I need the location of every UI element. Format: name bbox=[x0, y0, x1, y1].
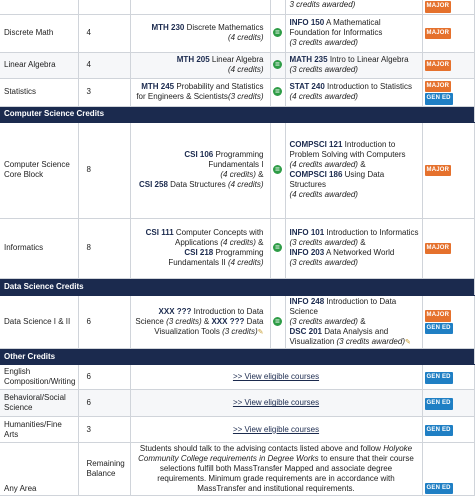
view-eligible-courses-link[interactable]: >> View eligible courses bbox=[232, 372, 320, 382]
requirement-name: Any Area bbox=[0, 443, 78, 496]
requirement-name: Humanities/Fine Arts bbox=[0, 417, 78, 443]
requirement-name: Linear Algebra bbox=[0, 52, 78, 78]
section-header-ds: Data Science Credits bbox=[0, 278, 474, 295]
requirement-name: English Composition/Writing bbox=[0, 365, 78, 390]
requirement-name: Data Science I & II bbox=[0, 295, 78, 349]
hcc-course-cell: MTH 245 Probability and Statistics for Engineers & Scientists(3 credits) bbox=[130, 78, 270, 106]
gened-badge: GEN ED bbox=[425, 323, 453, 335]
major-badge: MAJOR bbox=[425, 310, 452, 322]
gened-badge: GEN ED bbox=[425, 93, 453, 105]
credit-count: 6 bbox=[78, 390, 130, 417]
section-header-cs: Computer Science Credits bbox=[0, 106, 474, 122]
equals-icon: = bbox=[273, 165, 282, 174]
requirement-name: Informatics bbox=[0, 218, 78, 278]
hcc-course-cell: CSI 111 Computer Concepts with Applications (4 credits) & CSI 218 Programming Fundamentals II (4 credits) bbox=[130, 218, 270, 278]
umass-course-cell: MATH 235 Intro to Linear Algebra (3 credits awarded) bbox=[285, 52, 422, 78]
umass-course-cell: INFO 101 Introduction to Informatics (3 credits awarded) & INFO 203 A Networked World (3 credits awarded) bbox=[285, 218, 422, 278]
credit-count: 3 bbox=[78, 78, 130, 106]
table-row bbox=[0, 295, 474, 349]
major-badge: MAJOR bbox=[425, 81, 452, 93]
credit-count: 8 bbox=[78, 218, 130, 278]
umass-course-cell: 3 credits awarded) bbox=[285, 0, 422, 14]
gened-badge: GEN ED bbox=[425, 483, 453, 495]
table-row bbox=[0, 365, 474, 390]
table-row bbox=[0, 390, 474, 417]
credit-count: Remaining Balance bbox=[78, 443, 130, 496]
table-row bbox=[0, 417, 474, 443]
equals-icon: = bbox=[273, 317, 282, 326]
remaining-balance-note: Students should talk to the advising contacts listed above and follow Holyoke Community College requirements in Degree Works to ensure that their course selections fulfill both MassTransfer Mapped and associate degree requirements. Minimum grade requirements are in accordance with MassTransfer and institutional requirements. bbox=[130, 443, 422, 496]
credit-count: 3 bbox=[78, 417, 130, 443]
credit-count: 4 bbox=[78, 52, 130, 78]
umass-course-cell: STAT 240 Introduction to Statistics (4 credits awarded) bbox=[285, 78, 422, 106]
major-badge: MAJOR bbox=[425, 60, 452, 72]
umass-course-cell: COMPSCI 121 Introduction to Problem Solving with Computers (4 credits awarded) & COMPSCI 186 Using Data Structures (4 credits awarded) bbox=[285, 122, 422, 218]
gened-badge: GEN ED bbox=[425, 398, 453, 410]
equals-icon: = bbox=[273, 28, 282, 37]
view-eligible-courses-link[interactable]: >> View eligible courses bbox=[232, 424, 320, 434]
equals-icon: = bbox=[273, 87, 282, 96]
hcc-course-cell: CSI 106 Programming Fundamentals I (4 credits) & CSI 258 Data Structures (4 credits) bbox=[130, 122, 270, 218]
gened-badge: GEN ED bbox=[425, 425, 453, 437]
requirement-name: Computer Science Core Block bbox=[0, 122, 78, 218]
credit-count: 8 bbox=[78, 122, 130, 218]
equals-icon: = bbox=[273, 243, 282, 252]
requirement-name: Behavioral/Social Science bbox=[0, 390, 78, 417]
major-badge: MAJOR bbox=[425, 1, 452, 13]
major-badge: MAJOR bbox=[425, 243, 452, 255]
umass-course-cell: INFO 248 Introduction to Data Science (3 credits awarded) & DSC 201 Data Analysis and Visualization (3 credits awarded)✎ bbox=[285, 295, 422, 349]
table-row bbox=[0, 14, 474, 52]
requirement-name: Statistics bbox=[0, 78, 78, 106]
gened-badge: GEN ED bbox=[425, 372, 453, 384]
credit-count: 4 bbox=[78, 14, 130, 52]
credit-count: 6 bbox=[78, 365, 130, 390]
table-row bbox=[0, 52, 474, 78]
equals-icon: = bbox=[273, 60, 282, 69]
edit-icon: ✎ bbox=[405, 338, 411, 346]
table-row bbox=[0, 78, 474, 106]
major-badge: MAJOR bbox=[425, 165, 452, 177]
major-badge: MAJOR bbox=[425, 28, 452, 40]
edit-icon: ✎ bbox=[257, 328, 264, 336]
requirement-name: Discrete Math bbox=[0, 14, 78, 52]
view-eligible-courses-link[interactable]: >> View eligible courses bbox=[232, 398, 320, 408]
table-row bbox=[0, 122, 474, 218]
hcc-course-cell: MTH 205 Linear Algebra (4 credits) bbox=[130, 52, 270, 78]
umass-course-cell: INFO 150 A Mathematical Foundation for Informatics (3 credits awarded) bbox=[285, 14, 422, 52]
table-row bbox=[0, 443, 474, 496]
table-row bbox=[0, 218, 474, 278]
hcc-course-cell: MTH 230 Discrete Mathematics (4 credits) bbox=[130, 14, 270, 52]
section-header-other: Other Credits bbox=[0, 349, 474, 365]
hcc-course-cell: XXX ??? Introduction to Data Science (3 credits) & XXX ??? Data Visualization Tools (3 credits)✎ bbox=[130, 295, 270, 349]
credit-count: 6 bbox=[78, 295, 130, 349]
